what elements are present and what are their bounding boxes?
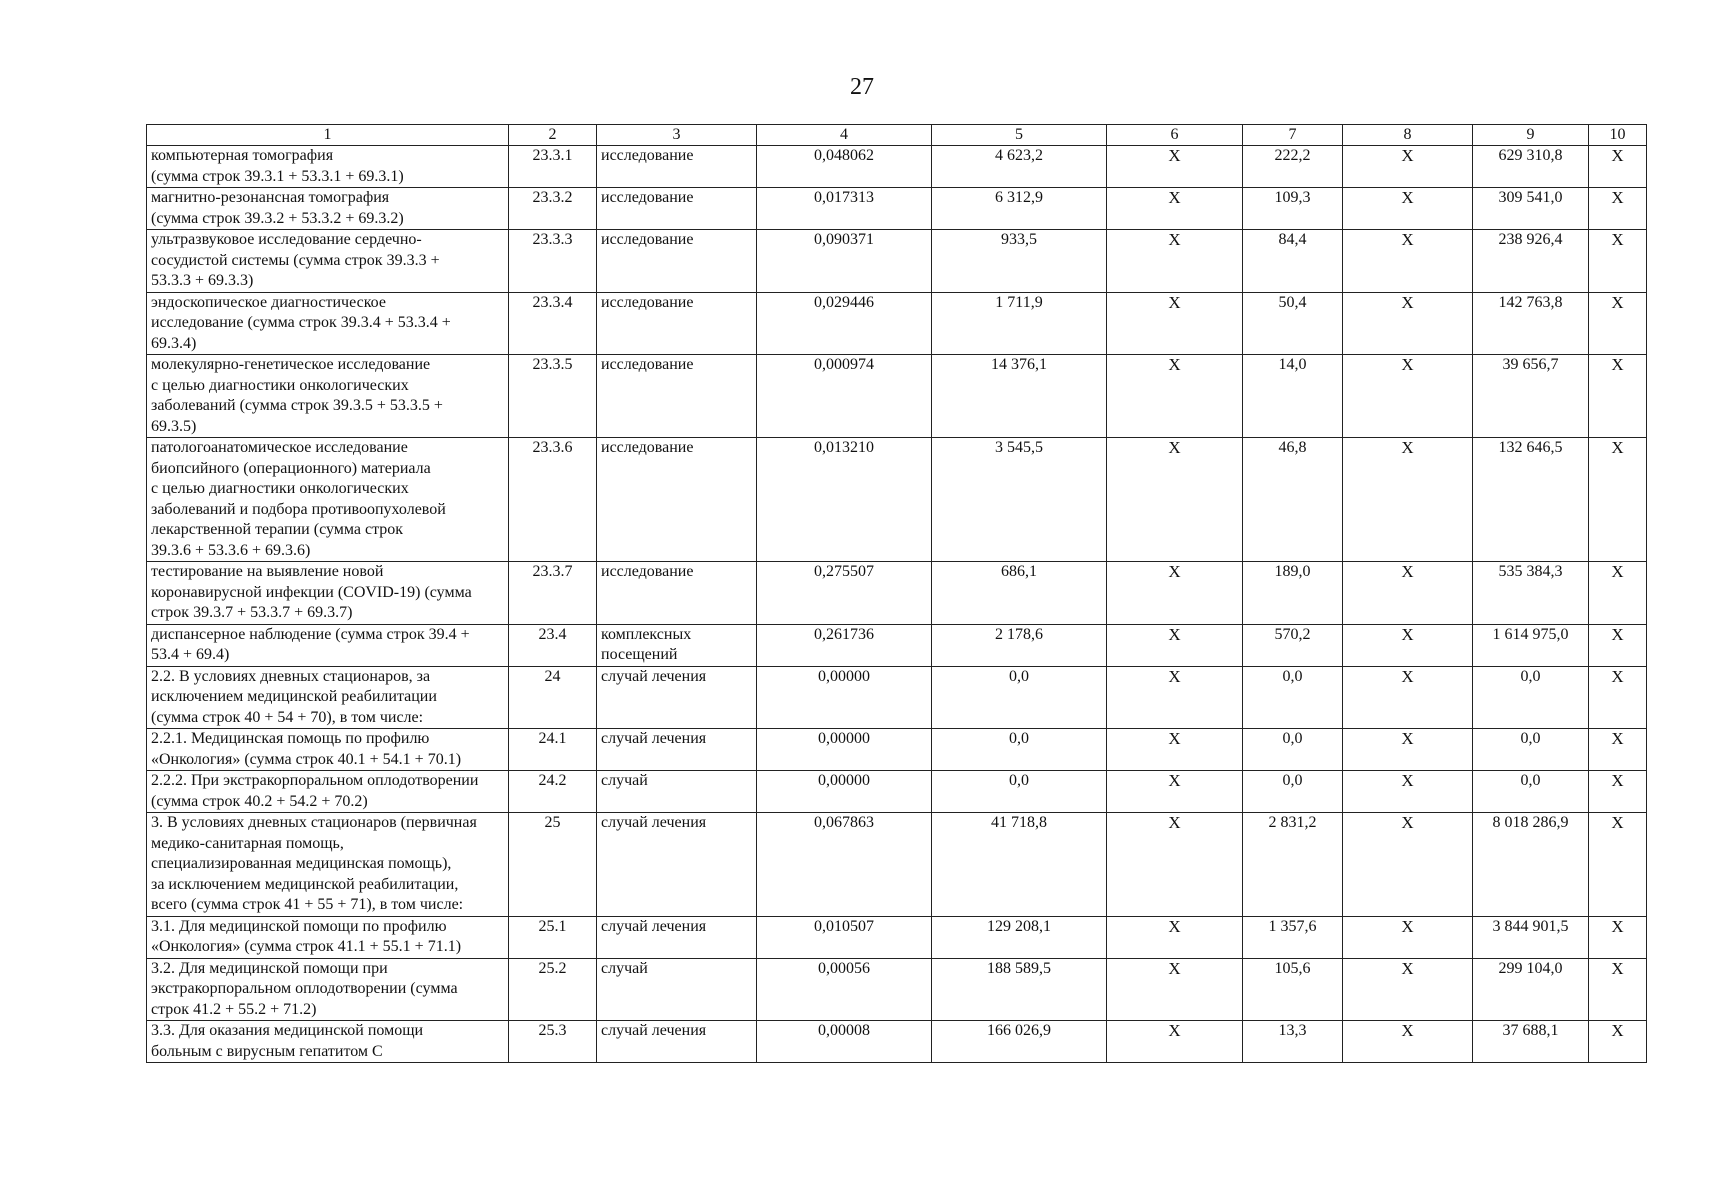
column-header-6: 6 [1107, 125, 1243, 146]
cell-col-10: X [1589, 624, 1647, 666]
row-unit-cell: случай лечения [597, 666, 757, 729]
cell-col-5: 3 545,5 [932, 438, 1107, 562]
cell-col-5: 41 718,8 [932, 813, 1107, 917]
cell-col-8: X [1343, 438, 1473, 562]
row-name-cell: диспансерное наблюдение (сумма строк 39.4 + 53.4 + 69.4) [147, 624, 509, 666]
cell-col-6: X [1107, 562, 1243, 625]
cell-col-7: 0,0 [1243, 666, 1343, 729]
cell-col-10: X [1589, 1021, 1647, 1063]
cell-col-5: 166 026,9 [932, 1021, 1107, 1063]
cell-col-10: X [1589, 666, 1647, 729]
column-header-2: 2 [509, 125, 597, 146]
row-unit-cell: исследование [597, 438, 757, 562]
cell-col-10: X [1589, 771, 1647, 813]
cell-col-7: 109,3 [1243, 188, 1343, 230]
row-name-cell: ультразвуковое исследование сердечно- сосудистой системы (сумма строк 39.3.3 + 53.3.3 + 69.3.3) [147, 230, 509, 293]
table-row [147, 771, 1647, 813]
cell-col-10: X [1589, 230, 1647, 293]
cell-col-4: 0,00008 [757, 1021, 932, 1063]
row-unit-cell: случай лечения [597, 916, 757, 958]
row-unit-cell: случай лечения [597, 813, 757, 917]
data-table [146, 124, 1647, 1063]
row-code-cell: 24.2 [509, 771, 597, 813]
cell-col-9: 39 656,7 [1473, 355, 1589, 438]
column-header-1: 1 [147, 125, 509, 146]
cell-col-10: X [1589, 958, 1647, 1021]
cell-col-4: 0,013210 [757, 438, 932, 562]
cell-col-9: 132 646,5 [1473, 438, 1589, 562]
cell-col-7: 2 831,2 [1243, 813, 1343, 917]
cell-col-4: 0,00000 [757, 666, 932, 729]
cell-col-7: 1 357,6 [1243, 916, 1343, 958]
row-name-cell: 3.2. Для медицинской помощи при экстракорпоральном оплодотворении (сумма строк 41.2 + 55.2 + 71.2) [147, 958, 509, 1021]
table-row [147, 230, 1647, 293]
table-row [147, 292, 1647, 355]
row-name-cell: эндоскопическое диагностическое исследование (сумма строк 39.3.4 + 53.3.4 + 69.3.4) [147, 292, 509, 355]
cell-col-4: 0,00000 [757, 729, 932, 771]
cell-col-8: X [1343, 562, 1473, 625]
row-code-cell: 24 [509, 666, 597, 729]
row-code-cell: 23.3.6 [509, 438, 597, 562]
cell-col-5: 1 711,9 [932, 292, 1107, 355]
row-name-cell: магнитно-резонансная томография (сумма строк 39.3.2 + 53.3.2 + 69.3.2) [147, 188, 509, 230]
cell-col-9: 0,0 [1473, 666, 1589, 729]
cell-col-6: X [1107, 292, 1243, 355]
cell-col-7: 13,3 [1243, 1021, 1343, 1063]
cell-col-9: 309 541,0 [1473, 188, 1589, 230]
cell-col-7: 189,0 [1243, 562, 1343, 625]
row-code-cell: 23.3.2 [509, 188, 597, 230]
cell-col-8: X [1343, 146, 1473, 188]
row-code-cell: 25.1 [509, 916, 597, 958]
cell-col-10: X [1589, 562, 1647, 625]
cell-col-10: X [1589, 355, 1647, 438]
cell-col-8: X [1343, 958, 1473, 1021]
cell-col-9: 37 688,1 [1473, 1021, 1589, 1063]
cell-col-9: 3 844 901,5 [1473, 916, 1589, 958]
cell-col-9: 629 310,8 [1473, 146, 1589, 188]
cell-col-6: X [1107, 729, 1243, 771]
column-header-3: 3 [597, 125, 757, 146]
cell-col-4: 0,00056 [757, 958, 932, 1021]
cell-col-8: X [1343, 666, 1473, 729]
cell-col-5: 14 376,1 [932, 355, 1107, 438]
table-row [147, 562, 1647, 625]
cell-col-8: X [1343, 1021, 1473, 1063]
cell-col-5: 129 208,1 [932, 916, 1107, 958]
cell-col-7: 105,6 [1243, 958, 1343, 1021]
cell-col-8: X [1343, 188, 1473, 230]
cell-col-10: X [1589, 729, 1647, 771]
column-header-8: 8 [1343, 125, 1473, 146]
cell-col-8: X [1343, 771, 1473, 813]
cell-col-6: X [1107, 916, 1243, 958]
table-row [147, 958, 1647, 1021]
cell-col-10: X [1589, 916, 1647, 958]
cell-col-7: 50,4 [1243, 292, 1343, 355]
cell-col-6: X [1107, 666, 1243, 729]
cell-col-5: 933,5 [932, 230, 1107, 293]
cell-col-6: X [1107, 1021, 1243, 1063]
cell-col-5: 6 312,9 [932, 188, 1107, 230]
row-name-cell: компьютерная томография (сумма строк 39.3.1 + 53.3.1 + 69.3.1) [147, 146, 509, 188]
table-row [147, 916, 1647, 958]
cell-col-8: X [1343, 292, 1473, 355]
cell-col-7: 0,0 [1243, 729, 1343, 771]
row-name-cell: 2.2.1. Медицинская помощь по профилю «Онкология» (сумма строк 40.1 + 54.1 + 70.1) [147, 729, 509, 771]
cell-col-8: X [1343, 729, 1473, 771]
cell-col-5: 0,0 [932, 666, 1107, 729]
cell-col-8: X [1343, 813, 1473, 917]
cell-col-6: X [1107, 624, 1243, 666]
cell-col-4: 0,261736 [757, 624, 932, 666]
cell-col-9: 142 763,8 [1473, 292, 1589, 355]
row-code-cell: 24.1 [509, 729, 597, 771]
cell-col-5: 0,0 [932, 771, 1107, 813]
row-code-cell: 25.2 [509, 958, 597, 1021]
table-row [147, 666, 1647, 729]
cell-col-5: 0,0 [932, 729, 1107, 771]
row-name-cell: молекулярно-генетическое исследование с целью диагностики онкологических заболеваний (сумма строк 39.3.5 + 53.3.5 + 69.3.5) [147, 355, 509, 438]
cell-col-6: X [1107, 813, 1243, 917]
cell-col-6: X [1107, 146, 1243, 188]
cell-col-4: 0,048062 [757, 146, 932, 188]
cell-col-7: 14,0 [1243, 355, 1343, 438]
cell-col-4: 0,275507 [757, 562, 932, 625]
cell-col-7: 84,4 [1243, 230, 1343, 293]
cell-col-5: 2 178,6 [932, 624, 1107, 666]
row-unit-cell: исследование [597, 230, 757, 293]
column-header-9: 9 [1473, 125, 1589, 146]
row-unit-cell: комплексных посещений [597, 624, 757, 666]
table-row [147, 146, 1647, 188]
row-unit-cell: исследование [597, 292, 757, 355]
table-body [147, 146, 1647, 1063]
table-row [147, 438, 1647, 562]
row-unit-cell: исследование [597, 188, 757, 230]
cell-col-9: 0,0 [1473, 729, 1589, 771]
row-code-cell: 23.3.5 [509, 355, 597, 438]
cell-col-4: 0,010507 [757, 916, 932, 958]
cell-col-4: 0,029446 [757, 292, 932, 355]
column-header-7: 7 [1243, 125, 1343, 146]
row-unit-cell: исследование [597, 355, 757, 438]
cell-col-8: X [1343, 624, 1473, 666]
cell-col-6: X [1107, 188, 1243, 230]
cell-col-9: 1 614 975,0 [1473, 624, 1589, 666]
table-row [147, 355, 1647, 438]
table-row [147, 624, 1647, 666]
row-name-cell: тестирование на выявление новой коронавирусной инфекции (COVID-19) (сумма строк 39.3.7 + 53.3.7 + 69.3.7) [147, 562, 509, 625]
row-unit-cell: исследование [597, 146, 757, 188]
cell-col-6: X [1107, 230, 1243, 293]
row-code-cell: 25 [509, 813, 597, 917]
cell-col-8: X [1343, 230, 1473, 293]
cell-col-7: 222,2 [1243, 146, 1343, 188]
row-code-cell: 23.3.4 [509, 292, 597, 355]
row-unit-cell: случай [597, 771, 757, 813]
cell-col-4: 0,000974 [757, 355, 932, 438]
cell-col-10: X [1589, 813, 1647, 917]
row-name-cell: 2.2. В условиях дневных стационаров, за исключением медицинской реабилитации (сумма строк 40 + 54 + 70), в том числе: [147, 666, 509, 729]
row-name-cell: 2.2.2. При экстракорпоральном оплодотворении (сумма строк 40.2 + 54.2 + 70.2) [147, 771, 509, 813]
table-row [147, 813, 1647, 917]
row-name-cell: патологоанатомическое исследование биопсийного (операционного) материала с целью диагностики онкологических заболеваний и подбора противоопухолевой лекарственной терапии (сумма строк 39.3.6 + 53.3.6 + 69.3.6) [147, 438, 509, 562]
cell-col-6: X [1107, 771, 1243, 813]
row-name-cell: 3.1. Для медицинской помощи по профилю «Онкология» (сумма строк 41.1 + 55.1 + 71.1) [147, 916, 509, 958]
cell-col-8: X [1343, 916, 1473, 958]
cell-col-9: 8 018 286,9 [1473, 813, 1589, 917]
cell-col-5: 188 589,5 [932, 958, 1107, 1021]
cell-col-9: 0,0 [1473, 771, 1589, 813]
row-code-cell: 23.3.1 [509, 146, 597, 188]
row-code-cell: 23.3.3 [509, 230, 597, 293]
table-row [147, 188, 1647, 230]
cell-col-8: X [1343, 355, 1473, 438]
row-code-cell: 25.3 [509, 1021, 597, 1063]
row-unit-cell: случай лечения [597, 1021, 757, 1063]
row-unit-cell: случай лечения [597, 729, 757, 771]
cell-col-9: 299 104,0 [1473, 958, 1589, 1021]
header-row [147, 125, 1647, 146]
cell-col-4: 0,090371 [757, 230, 932, 293]
column-header-10: 10 [1589, 125, 1647, 146]
cell-col-6: X [1107, 438, 1243, 562]
table-row [147, 729, 1647, 771]
row-name-cell: 3.3. Для оказания медицинской помощи больным с вирусным гепатитом С [147, 1021, 509, 1063]
cell-col-10: X [1589, 438, 1647, 562]
page-number: 27 [850, 74, 874, 100]
cell-col-7: 570,2 [1243, 624, 1343, 666]
cell-col-6: X [1107, 355, 1243, 438]
row-unit-cell: случай [597, 958, 757, 1021]
cell-col-9: 238 926,4 [1473, 230, 1589, 293]
cell-col-10: X [1589, 146, 1647, 188]
cell-col-4: 0,067863 [757, 813, 932, 917]
table-row [147, 1021, 1647, 1063]
cell-col-5: 4 623,2 [932, 146, 1107, 188]
cell-col-9: 535 384,3 [1473, 562, 1589, 625]
cell-col-7: 46,8 [1243, 438, 1343, 562]
cell-col-4: 0,017313 [757, 188, 932, 230]
cell-col-10: X [1589, 292, 1647, 355]
cell-col-5: 686,1 [932, 562, 1107, 625]
cell-col-10: X [1589, 188, 1647, 230]
row-unit-cell: исследование [597, 562, 757, 625]
column-header-4: 4 [757, 125, 932, 146]
column-header-5: 5 [932, 125, 1107, 146]
cell-col-7: 0,0 [1243, 771, 1343, 813]
cell-col-4: 0,00000 [757, 771, 932, 813]
row-name-cell: 3. В условиях дневных стационаров (первичная медико-санитарная помощь, специализированная медицинская помощь), за исключением медицинской реабилитации, всего (сумма строк 41 + 55 + 71), в том числе: [147, 813, 509, 917]
row-code-cell: 23.3.7 [509, 562, 597, 625]
cell-col-6: X [1107, 958, 1243, 1021]
row-code-cell: 23.4 [509, 624, 597, 666]
